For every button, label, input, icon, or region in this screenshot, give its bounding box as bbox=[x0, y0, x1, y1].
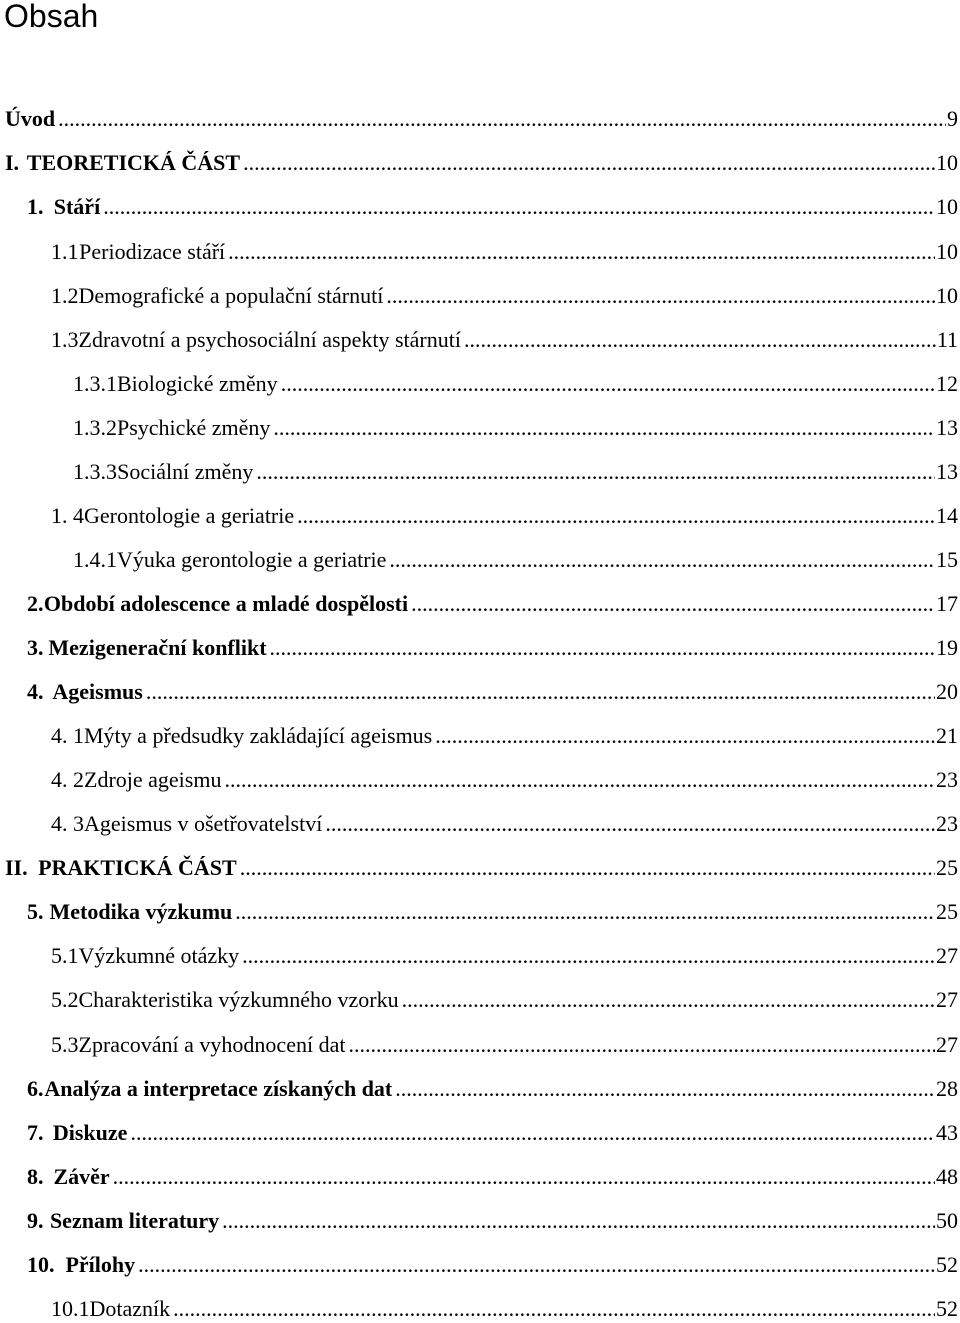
toc-entry-label: Výuka gerontologie a geriatrie bbox=[117, 547, 387, 572]
toc-dot-leader bbox=[243, 149, 935, 177]
toc-entry[interactable] bbox=[27, 193, 958, 221]
toc-entry-page: 48 bbox=[936, 1164, 958, 1189]
toc-entry-number: 10.1 bbox=[51, 1296, 90, 1321]
toc-entry-number: 10. bbox=[27, 1252, 55, 1277]
toc-entry-page: 15 bbox=[936, 547, 958, 572]
toc-entry[interactable] bbox=[51, 722, 958, 750]
toc-entry-number: 4. 2 bbox=[51, 767, 84, 792]
toc-dot-leader bbox=[228, 238, 935, 266]
toc-entry-number: 5.2 bbox=[51, 987, 79, 1012]
toc-dot-leader bbox=[58, 105, 946, 133]
toc-entry[interactable] bbox=[51, 942, 958, 970]
toc-entry[interactable] bbox=[27, 1075, 958, 1103]
toc-entry-page: 13 bbox=[936, 415, 958, 440]
toc-dot-leader bbox=[297, 502, 935, 530]
toc-entry-label: Biologické změny bbox=[117, 371, 278, 396]
toc-entry-number: 1. bbox=[27, 194, 44, 219]
toc-entry-page: 52 bbox=[936, 1296, 958, 1321]
toc-dot-leader bbox=[173, 1295, 935, 1323]
toc-entry-number: 1. 4 bbox=[51, 503, 84, 528]
toc-dot-leader bbox=[435, 722, 935, 750]
toc-entry-number: 4. 1 bbox=[51, 723, 84, 748]
toc-entry-label: Závěr bbox=[53, 1164, 110, 1189]
toc-entry-page: 9 bbox=[947, 106, 958, 131]
toc-entry-page: 10 bbox=[936, 194, 958, 219]
toc-dot-leader bbox=[113, 1163, 935, 1191]
toc-entry-page: 25 bbox=[936, 899, 958, 924]
toc-entry[interactable] bbox=[51, 810, 958, 838]
toc-entry[interactable] bbox=[27, 898, 958, 926]
toc-entry-label: Seznam literatury bbox=[49, 1208, 220, 1233]
toc-entry[interactable] bbox=[27, 1251, 958, 1279]
toc-entry[interactable] bbox=[51, 282, 958, 310]
toc-entry-label: Demografické a populační stárnutí bbox=[78, 283, 384, 308]
toc-entry[interactable] bbox=[51, 238, 958, 266]
toc-entry-page: 50 bbox=[936, 1208, 958, 1233]
toc-entry-label: Úvod bbox=[5, 106, 56, 131]
toc-entry-page: 10 bbox=[936, 150, 958, 175]
toc-entry-number: 7. bbox=[27, 1120, 44, 1145]
toc-entry-label: Periodizace stáří bbox=[79, 239, 226, 264]
toc-entry-number: 1.4.1 bbox=[73, 547, 117, 572]
toc-dot-leader bbox=[325, 810, 935, 838]
toc-entry[interactable] bbox=[27, 1119, 958, 1147]
toc-entry-label: Charakteristika výzkumného vzorku bbox=[78, 987, 399, 1012]
toc-entry-number: II. bbox=[5, 855, 28, 880]
toc-entry-page: 14 bbox=[936, 503, 958, 528]
toc-dot-leader bbox=[224, 766, 935, 794]
toc-entry-page: 23 bbox=[936, 767, 958, 792]
toc-entry-label: Metodika výzkumu bbox=[49, 899, 233, 924]
toc-entry-label: Dotazník bbox=[89, 1296, 171, 1321]
toc-dot-leader bbox=[138, 1251, 935, 1279]
toc-entry-page: 43 bbox=[936, 1120, 958, 1145]
toc-entry[interactable] bbox=[5, 854, 958, 882]
toc-entry-label: Diskuze bbox=[52, 1120, 128, 1145]
toc-entry[interactable] bbox=[5, 105, 958, 133]
toc-entry-number: 5.1 bbox=[51, 943, 79, 968]
toc-entry-label: Psychické změny bbox=[117, 415, 271, 440]
toc-entry[interactable] bbox=[27, 1207, 958, 1235]
toc-dot-leader bbox=[386, 282, 935, 310]
toc-entry-page: 27 bbox=[936, 943, 958, 968]
toc-entry-label: Přílohy bbox=[65, 1252, 136, 1277]
toc-dot-leader bbox=[256, 458, 935, 486]
toc-entry-page: 23 bbox=[936, 811, 958, 836]
toc-entry[interactable] bbox=[73, 414, 958, 442]
toc-dot-leader bbox=[103, 193, 935, 221]
toc-dot-leader bbox=[146, 678, 935, 706]
toc-entry-number: 5. bbox=[27, 899, 44, 924]
toc-dot-leader bbox=[389, 546, 935, 574]
toc-entry-label: Mýty a předsudky zakládající ageismus bbox=[84, 723, 433, 748]
toc-entry[interactable] bbox=[51, 766, 958, 794]
toc-entry-page: 10 bbox=[936, 283, 958, 308]
toc-entry-number: 1.1 bbox=[51, 239, 79, 264]
toc-entry-page: 21 bbox=[936, 723, 958, 748]
toc-entry-label: PRAKTICKÁ ČÁST bbox=[38, 855, 237, 880]
toc-entry-number: 1.2 bbox=[51, 283, 79, 308]
toc-entry[interactable] bbox=[51, 326, 958, 354]
toc-entry[interactable] bbox=[27, 590, 958, 618]
toc-entry[interactable] bbox=[51, 1031, 958, 1059]
toc-entry-page: 25 bbox=[936, 855, 958, 880]
toc-dot-leader bbox=[270, 634, 935, 662]
toc-entry-label: Ageismus v ošetřovatelství bbox=[84, 811, 323, 836]
toc-entry-label: Mezigenerační konflikt bbox=[48, 635, 267, 660]
toc-entry-label: Sociální změny bbox=[117, 459, 254, 484]
toc-entry-page: 27 bbox=[936, 1032, 958, 1057]
toc-entry[interactable] bbox=[73, 370, 958, 398]
toc-entry[interactable] bbox=[51, 502, 958, 530]
toc-entry-number: 1.3.1 bbox=[73, 371, 117, 396]
toc-entry-page: 27 bbox=[936, 987, 958, 1012]
toc-entry-label: TEORETICKÁ ČÁST bbox=[26, 150, 241, 175]
toc-entry-label: Zdravotní a psychosociální aspekty stárnutí bbox=[78, 327, 461, 352]
toc-entry[interactable] bbox=[51, 1295, 958, 1323]
toc-entry-number: 1.3.3 bbox=[73, 459, 117, 484]
toc-entry-page: 52 bbox=[936, 1252, 958, 1277]
toc-entry[interactable] bbox=[27, 678, 958, 706]
toc-entry-number: 9. bbox=[27, 1208, 44, 1233]
toc-entry-number: 2. bbox=[27, 591, 44, 616]
toc-entry[interactable] bbox=[73, 458, 958, 486]
toc-entry-number: 4. 3 bbox=[51, 811, 84, 836]
toc-entry-label: Období adolescence a mladé dospělosti bbox=[43, 591, 409, 616]
toc-dot-leader bbox=[235, 898, 935, 926]
toc-entry-number: I. bbox=[5, 150, 20, 175]
toc-dot-leader bbox=[130, 1119, 935, 1147]
toc-entry-label: Zpracování a vyhodnocení dat bbox=[78, 1032, 346, 1057]
toc-entry-page: 20 bbox=[936, 679, 958, 704]
toc-dot-leader bbox=[411, 590, 935, 618]
toc-entry[interactable] bbox=[27, 1163, 958, 1191]
toc-entry-label: Stáří bbox=[53, 194, 101, 219]
toc-dot-leader bbox=[281, 370, 935, 398]
toc-entry-number: 6. bbox=[27, 1076, 44, 1101]
toc-entry-number: 1.3 bbox=[51, 327, 79, 352]
toc-dot-leader bbox=[242, 942, 935, 970]
toc-entry-page: 10 bbox=[936, 239, 958, 264]
toc-entry-page: 17 bbox=[936, 591, 958, 616]
toc-entry-number: 3. bbox=[27, 635, 44, 660]
toc-entry-number: 4. bbox=[27, 679, 44, 704]
toc-entry-label: Gerontologie a geriatrie bbox=[84, 503, 295, 528]
toc-entry-label: Zdroje ageismu bbox=[84, 767, 222, 792]
toc-entry[interactable] bbox=[51, 986, 958, 1014]
toc-dot-leader bbox=[273, 414, 935, 442]
toc-dot-leader bbox=[395, 1075, 935, 1103]
toc-dot-leader bbox=[464, 326, 936, 354]
toc-entry-number: 8. bbox=[27, 1164, 44, 1189]
toc-entry-page: 13 bbox=[936, 459, 958, 484]
toc-dot-leader bbox=[402, 986, 935, 1014]
toc-entry[interactable] bbox=[73, 546, 958, 574]
toc-entry[interactable] bbox=[27, 634, 958, 662]
page-title: Obsah bbox=[4, 0, 99, 34]
toc-dot-leader bbox=[348, 1031, 935, 1059]
toc-entry-page: 28 bbox=[936, 1076, 958, 1101]
toc-entry-label: Výzkumné otázky bbox=[78, 943, 240, 968]
toc-entry-number: 5.3 bbox=[51, 1032, 79, 1057]
toc-dot-leader bbox=[240, 854, 935, 882]
toc-dot-leader bbox=[222, 1207, 935, 1235]
toc-entry-label: Analýza a interpretace získaných dat bbox=[44, 1076, 393, 1101]
toc-entry-page: 11 bbox=[936, 327, 958, 352]
toc-entry-page: 19 bbox=[936, 635, 958, 660]
toc-entry[interactable] bbox=[5, 149, 958, 177]
toc-entry-number: 1.3.2 bbox=[73, 415, 117, 440]
toc-entry-page: 12 bbox=[936, 371, 958, 396]
toc-entry-label: Ageismus bbox=[52, 679, 143, 704]
